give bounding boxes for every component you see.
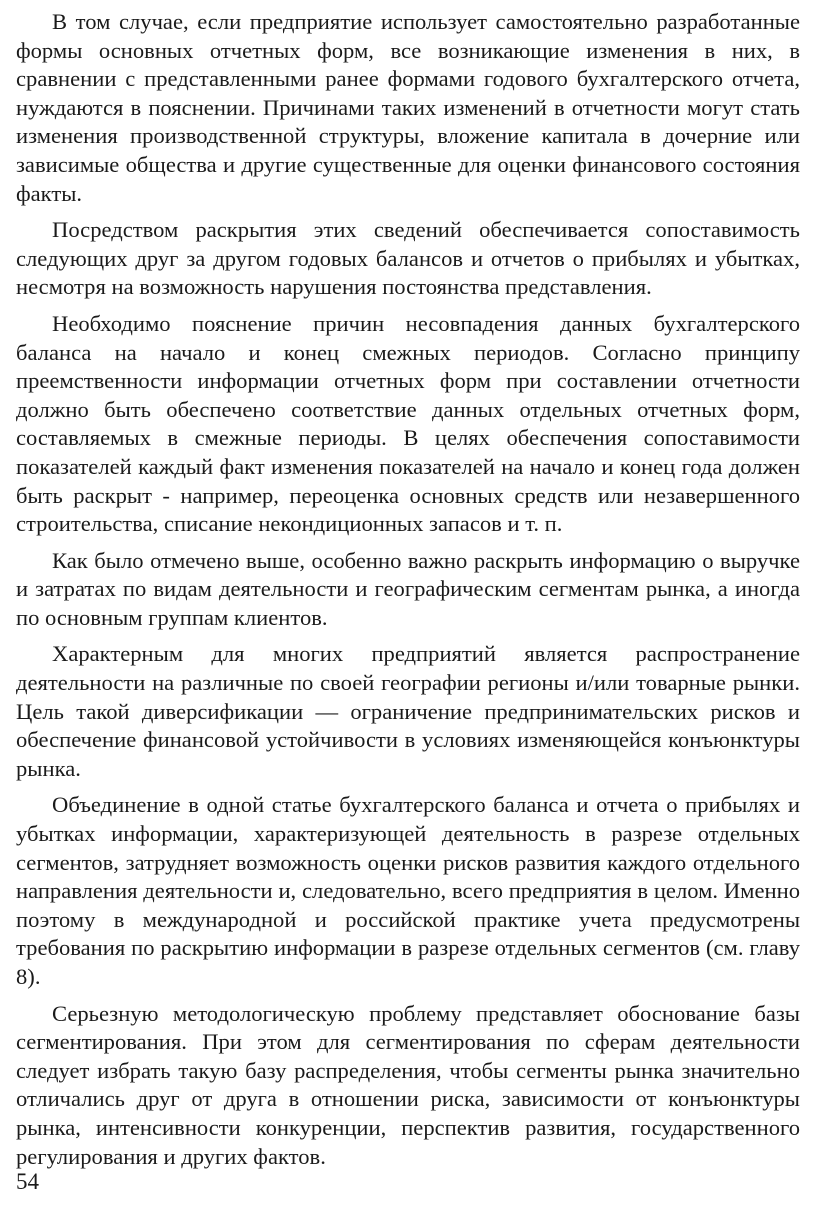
paragraph-2: Посредством раскрытия этих сведений обеспечивается сопоставимость следующих друг за другом годовых балансов и отчетов о прибылях и убытках, несмотря на возможность нарушения постоянства представления. [16,217,800,300]
paragraph-1: В том случае, если предприятие использует самостоятельно разработанные формы основных отчетных форм, все возникающие изменения в них, в сравнении с представленными ранее формами годового бухгалтерского отчета, нуждаются в пояснении. Причинами таких изменений в отчетности могут стать изменения производственной структуры, вложение капитала в дочерние или зависимые общества и другие существенные для оценки финансового состояния факты. [16,9,800,206]
page-number: 54 [16,1169,39,1194]
page-body [16,8,800,1179]
paragraph-4: Как было отмечено выше, особенно важно раскрыть информацию о выручке и затратах по видам деятельности и географическим сегментам рынка, а иногда по основным группам клиентов. [16,547,800,630]
paragraph-3: Необходимо пояснение причин несовпадения данных бухгалтерского баланса на начало и конец смежных периодов. Согласно принципу преемственности информации отчетных форм при составлении отчетности должно быть обеспечено соответствие данных отдельных отчетных форм, составляемых в смежные периоды. В целях обеспечения сопоставимости показателей каждый факт изменения показателей на начало и конец года должен быть раскрыт - например, переоценка основных средств или незавершенного строительства, списание некондиционных запасов и т. п. [16,310,800,537]
paragraph-6: Объединение в одной статье бухгалтерского баланса и отчета о прибылях и убытках информации, характеризующей деятельность в разрезе отдельных сегментов, затрудняет возможность оценки рисков развития каждого отдельного направления деятельности и, следовательно, всего предприятия в целом. Именно поэтому в международной и российской практике учета предусмотрены требования по раскрытию информации в разрезе отдельных сегментов (см. главу 8). [16,792,800,989]
paragraph-5: Характерным для многих предприятий является распространение деятельности на различные по своей географии регионы и/или товарные рынки. Цель такой диверсификации — ограничение предпринимательских рисков и обеспечение финансовой устойчивости в условиях изменяющейся конъюнктуры рынка. [16,641,800,781]
paragraph-7: Серьезную методологическую проблему представляет обоснование базы сегментирования. При этом для сегментирования по сферам деятельности следует избрать такую базу распределения, чтобы сегменты рынка значительно отличались друг от друга в отношении риска, зависимости от конъюнктуры рынка, интенсивности конкуренции, перспектив развития, государственного регулирования и других фактов. [16,1000,800,1169]
